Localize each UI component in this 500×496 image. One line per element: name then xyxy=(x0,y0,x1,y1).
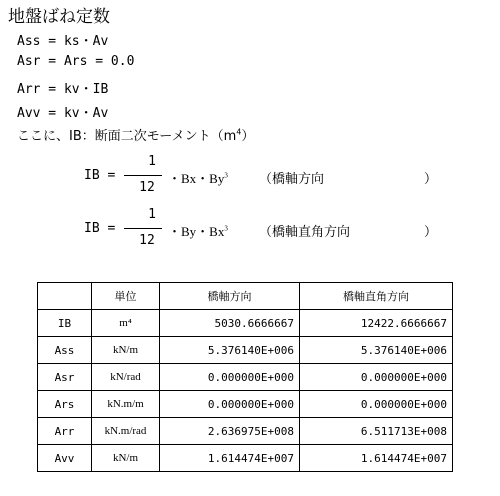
bridge-axis-value: 5.376140E+006 xyxy=(160,337,300,364)
perpendicular-axis-value: 0.000000E+000 xyxy=(300,364,453,391)
bridge-axis-value: 0.000000E+000 xyxy=(160,364,300,391)
equation-ass: Ass = ks・Av xyxy=(17,34,109,49)
bridge-axis-value: 0.000000E+000 xyxy=(160,391,300,418)
row-label: Ars xyxy=(38,391,92,418)
formula-close-paren: ） xyxy=(424,172,438,187)
definition-note xyxy=(17,125,254,144)
header-unit: 単位 xyxy=(92,283,160,310)
row-label: Ass xyxy=(38,337,92,364)
perpendicular-axis-value: 5.376140E+006 xyxy=(300,337,453,364)
header-perpendicular-axis: 橋軸直角方向 xyxy=(300,283,453,310)
header-bridge-axis: 橋軸方向 xyxy=(160,283,300,310)
row-unit: kN/rad xyxy=(92,364,160,391)
fraction-denominator: 12 xyxy=(139,233,155,248)
formula-direction: （橋軸方向 xyxy=(259,172,325,187)
row-label: IB xyxy=(38,310,92,337)
definition-superscript: 4 xyxy=(236,127,242,137)
table-row xyxy=(38,364,453,391)
table-row xyxy=(38,391,453,418)
table-row xyxy=(38,445,453,472)
formula-close-paren: ） xyxy=(424,225,438,240)
fraction-bar xyxy=(124,175,162,176)
fraction-denominator: 12 xyxy=(139,180,155,195)
fraction-numerator: 1 xyxy=(148,207,156,222)
formula-rhs-exponent: 3 xyxy=(224,171,228,180)
bridge-axis-value: 2.636975E+008 xyxy=(160,418,300,445)
definition-suffix: ） xyxy=(241,129,255,144)
row-label: Arr xyxy=(38,418,92,445)
perpendicular-axis-value: 0.000000E+000 xyxy=(300,391,453,418)
fraction-numerator: 1 xyxy=(148,154,156,169)
row-unit: kN.m/rad xyxy=(92,418,160,445)
formula-rhs xyxy=(168,221,228,240)
formula-rhs-main: ・Bx・By xyxy=(168,171,225,186)
row-label: Asr xyxy=(38,364,92,391)
formula-rhs-main: ・By・Bx xyxy=(168,224,225,239)
equation-arr: Arr = kv・IB xyxy=(17,82,109,97)
spring-constant-table xyxy=(37,282,453,472)
header-empty xyxy=(38,283,92,310)
perpendicular-axis-value: 6.511713E+008 xyxy=(300,418,453,445)
formula-rhs xyxy=(168,168,228,187)
formula-perpendicular-axis xyxy=(84,207,444,251)
formula-direction: （橋軸直角方向 xyxy=(259,225,351,240)
row-unit: kN.m/m xyxy=(92,391,160,418)
row-unit: m⁴ xyxy=(92,310,160,337)
table-row xyxy=(38,310,453,337)
definition-text: ここに、IB：断面二次モーメント（m xyxy=(17,129,237,144)
formula-lhs: IB = xyxy=(84,221,116,236)
bridge-axis-value: 1.614474E+007 xyxy=(160,445,300,472)
table-row xyxy=(38,337,453,364)
formula-lhs: IB = xyxy=(84,168,116,183)
perpendicular-axis-value: 12422.6666667 xyxy=(300,310,453,337)
row-unit: kN/m xyxy=(92,445,160,472)
perpendicular-axis-value: 1.614474E+007 xyxy=(300,445,453,472)
fraction-bar xyxy=(124,228,162,229)
formula-bridge-axis xyxy=(84,154,444,198)
formula-rhs-exponent: 3 xyxy=(224,224,228,233)
equation-asr: Asr = Ars = 0.0 xyxy=(17,54,135,69)
table-header-row xyxy=(38,283,453,310)
equation-avv: Avv = kv・Av xyxy=(17,106,109,121)
bridge-axis-value: 5030.6666667 xyxy=(160,310,300,337)
page-title: 地盤ばね定数 xyxy=(8,7,110,27)
table-row xyxy=(38,418,453,445)
row-unit: kN/m xyxy=(92,337,160,364)
row-label: Avv xyxy=(38,445,92,472)
